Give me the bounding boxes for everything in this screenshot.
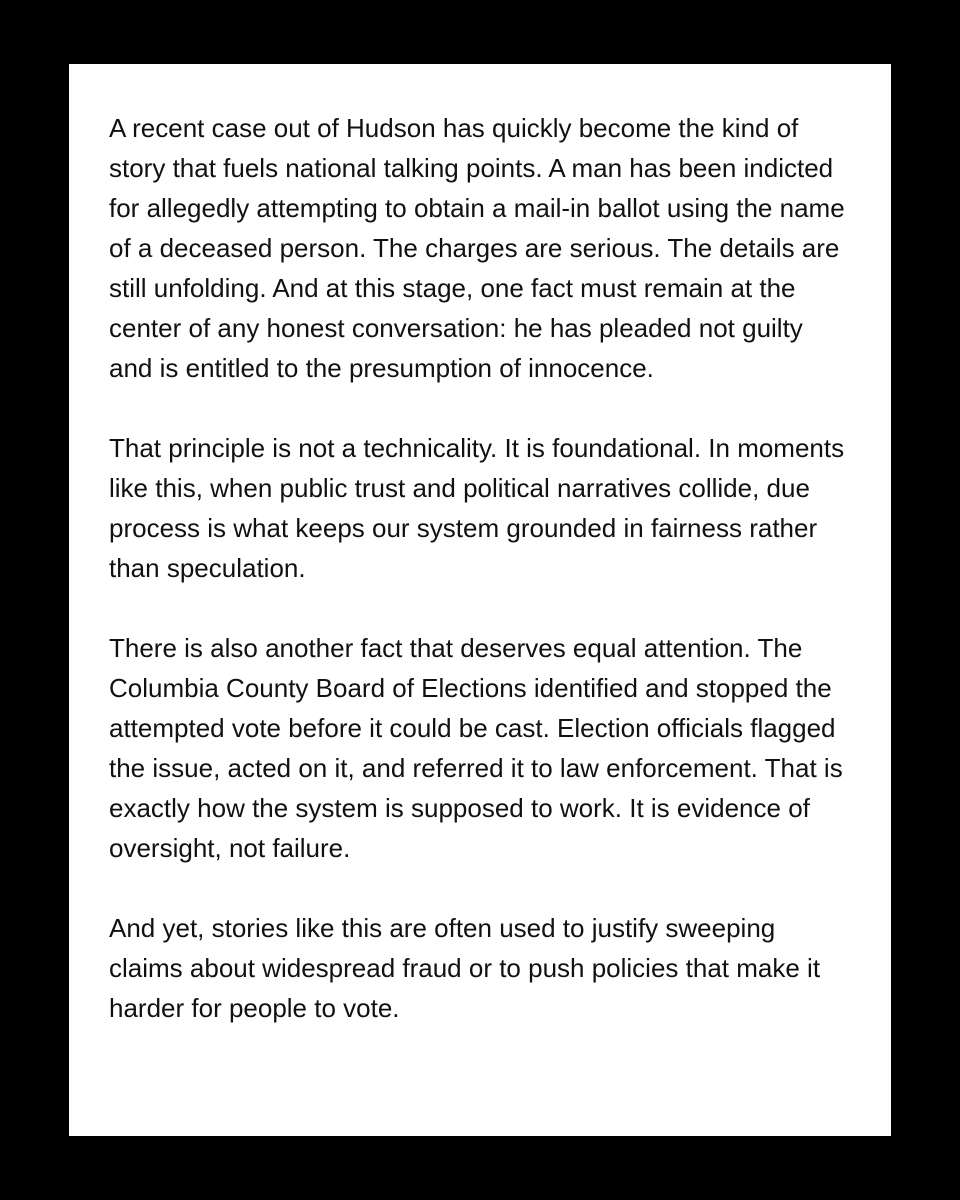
paragraph-2: That principle is not a technicality. It is foundational. In moments like this, when public trust and political narratives collide, due process is what keeps our system grounded in fairness rather than speculation. [109, 433, 845, 583]
paragraph-4: And yet, stories like this are often used to justify sweeping claims about widespread fraud or to push policies that make it harder for people to vote. [109, 913, 821, 1023]
paragraph-1: A recent case out of Hudson has quickly become the kind of story that fuels national talking points. A man has been indicted for allegedly attempting to obtain a mail-in ballot using the name of a deceased person. The charges are serious. The details are still unfolding. And at this stage, one fact must remain at the center of any honest conversation: he has pleaded not guilty and is entitled to the presumption of innocence. [109, 113, 845, 383]
document-page [69, 64, 891, 1136]
paragraph-3: There is also another fact that deserves equal attention. The Columbia County Board of Elections identified and stopped the attempted vote before it could be cast. Election officials flagged the issue, acted on it, and referred it to law enforcement. That is exactly how the system is supposed to work. It is evidence of oversight, not failure. [109, 633, 843, 863]
